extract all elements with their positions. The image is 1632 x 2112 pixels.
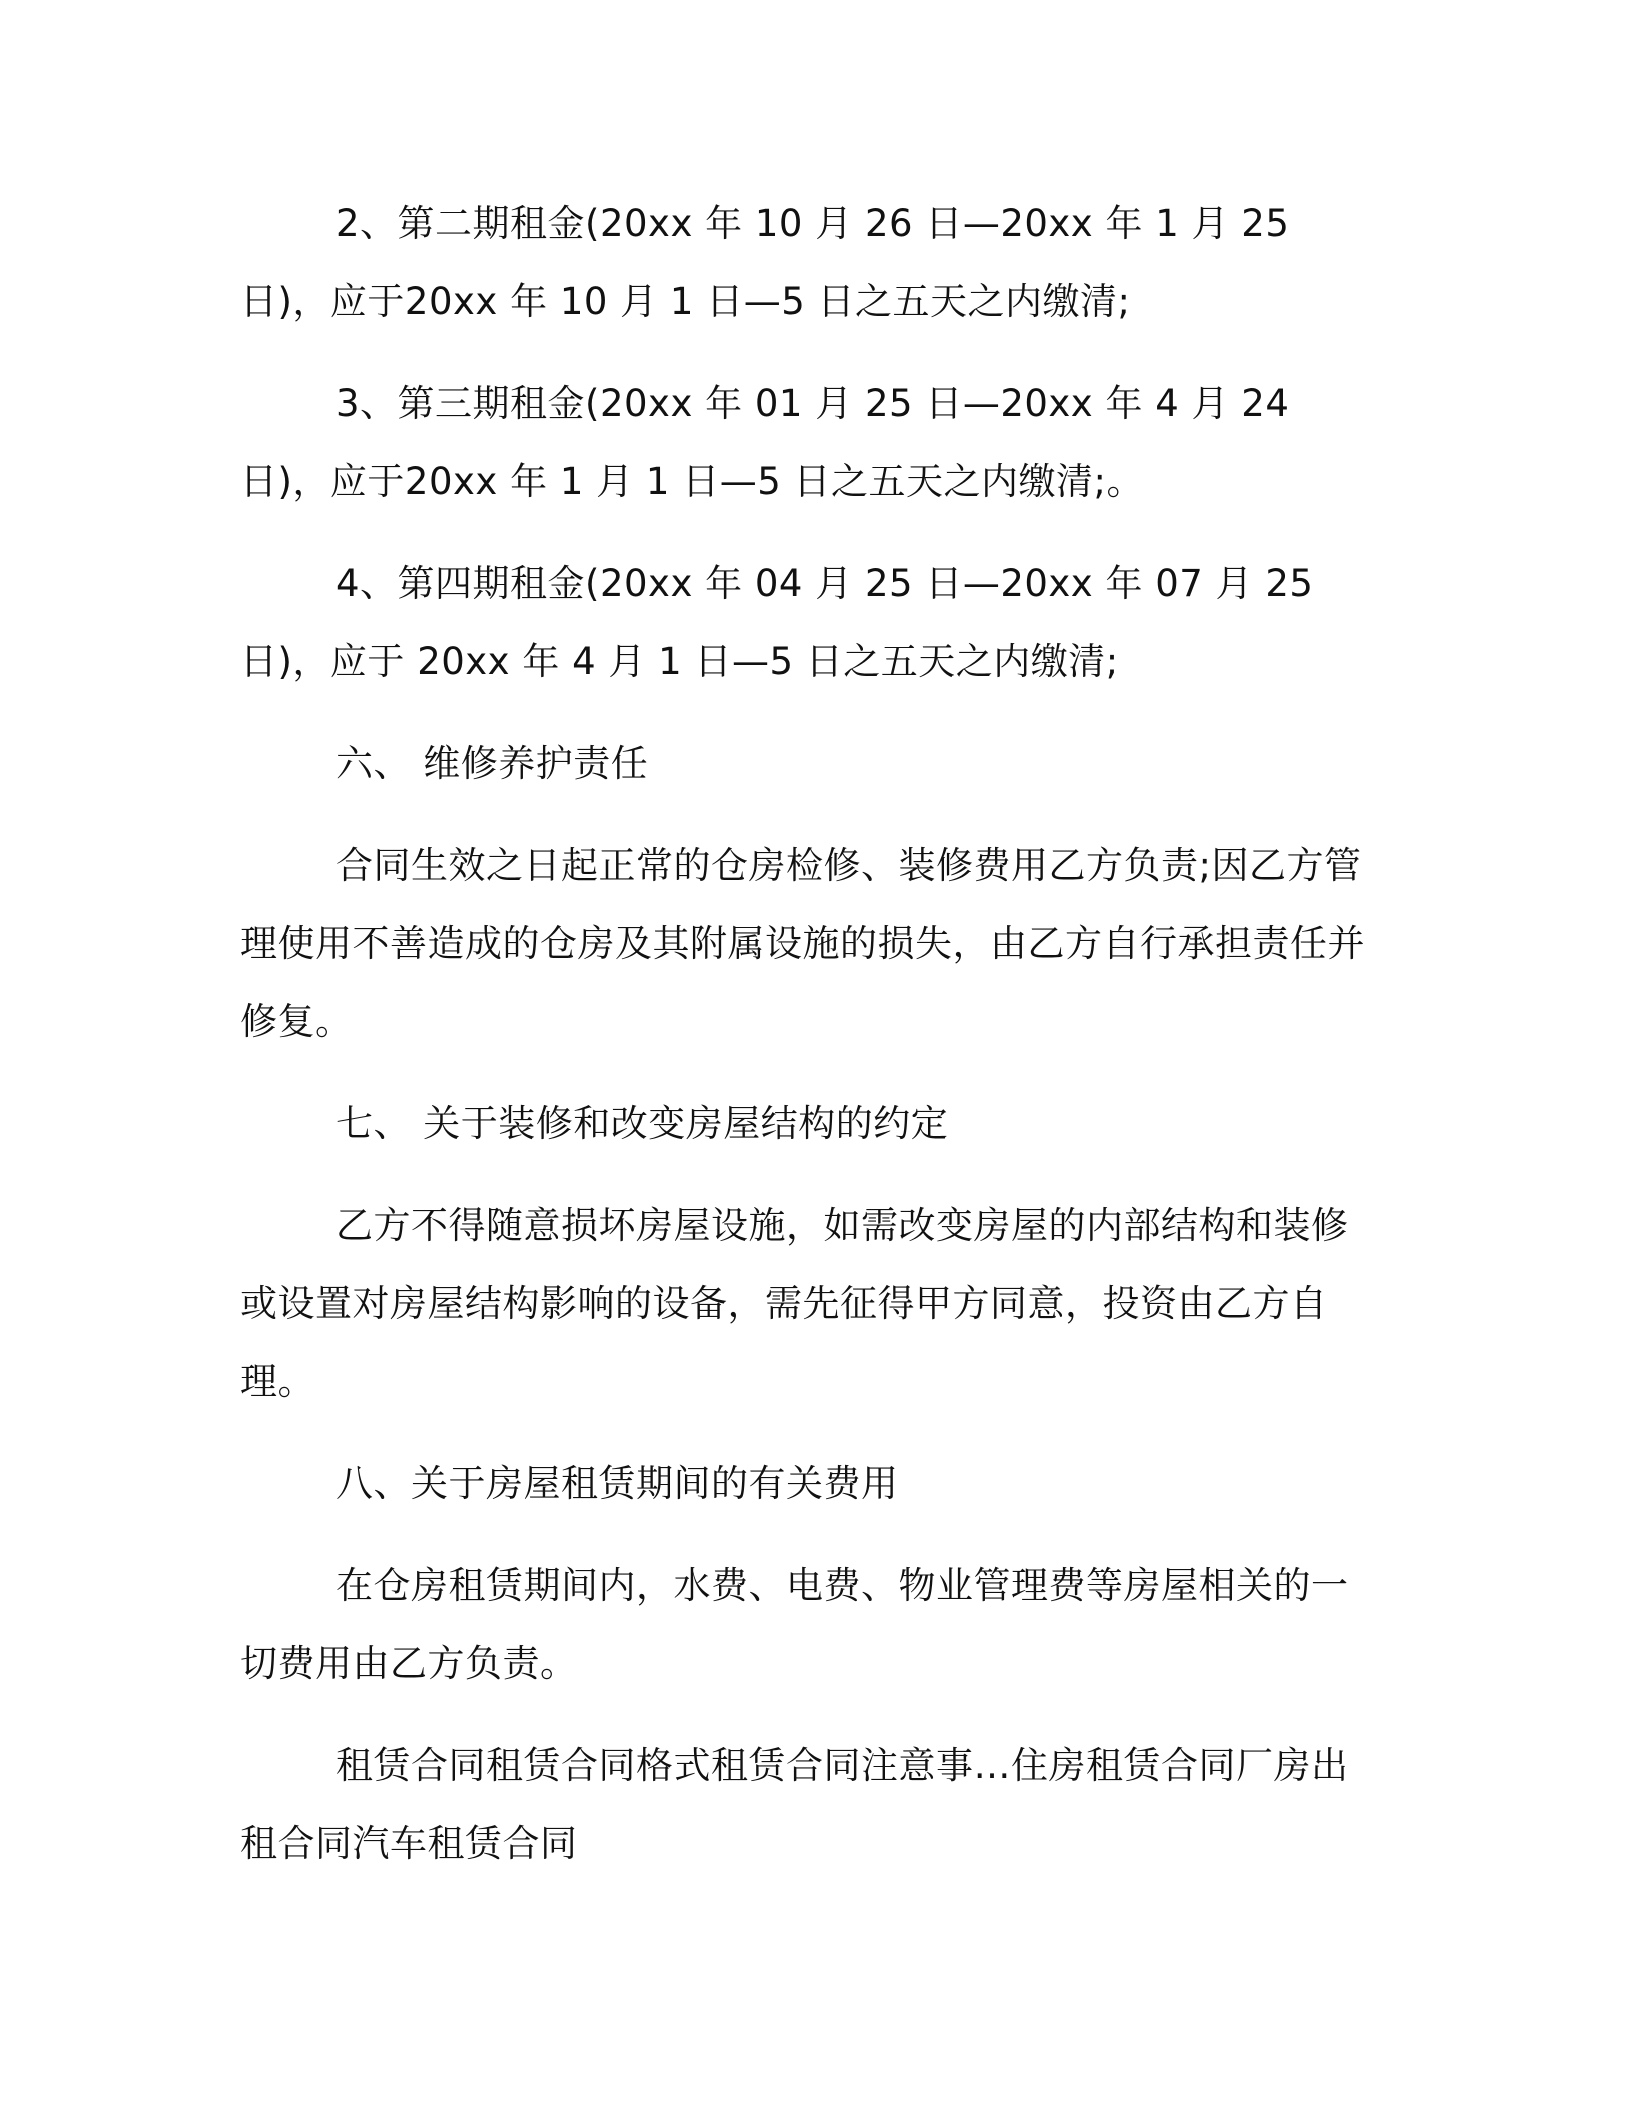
section-8-heading: 八、关于房屋租赁期间的有关费用 — [336, 1462, 899, 1505]
section-7-heading: 七、 关于装修和改变房屋结构的约定 — [336, 1102, 949, 1145]
section-6-heading: 六、 维修养护责任 — [336, 742, 649, 785]
section-7-body: 乙方不得随意损坏房屋设施，如需改变房屋的内部结构和装修或设置对房屋结构影响的设备，需先征得甲方同意，投资由乙方自理。 — [240, 1204, 1349, 1403]
document-body — [240, 185, 1380, 1907]
section-6-body: 合同生效之日起正常的仓房检修、装修费用乙方负责;因乙方管理使用不善造成的仓房及其附属设施的损失，由乙方自行承担责任并修复。 — [240, 844, 1365, 1043]
rent-period-3-item: 3、第三期租金(20xx 年 01 月 25 日—20xx 年 4 月 24 日)，应于20xx 年 1 月 1 日—5 日之五天之内缴清;。 — [240, 382, 1290, 503]
section-8-body: 在仓房租赁期间内，水费、电费、物业管理费等房屋相关的一切费用由乙方负责。 — [240, 1564, 1349, 1685]
rent-period-2-item: 2、第二期租金(20xx 年 10 月 26 日—20xx 年 1 月 25 日)，应于20xx 年 10 月 1 日—5 日之五天之内缴清; — [240, 202, 1290, 323]
rent-period-4-item: 4、第四期租金(20xx 年 04 月 25 日—20xx 年 07 月 25 日)，应于 20xx 年 4 月 1 日—5 日之五天之内缴清; — [240, 562, 1314, 683]
related-links-text: 租赁合同租赁合同格式租赁合同注意事…住房租赁合同厂房出租合同汽车租赁合同 — [240, 1744, 1349, 1865]
